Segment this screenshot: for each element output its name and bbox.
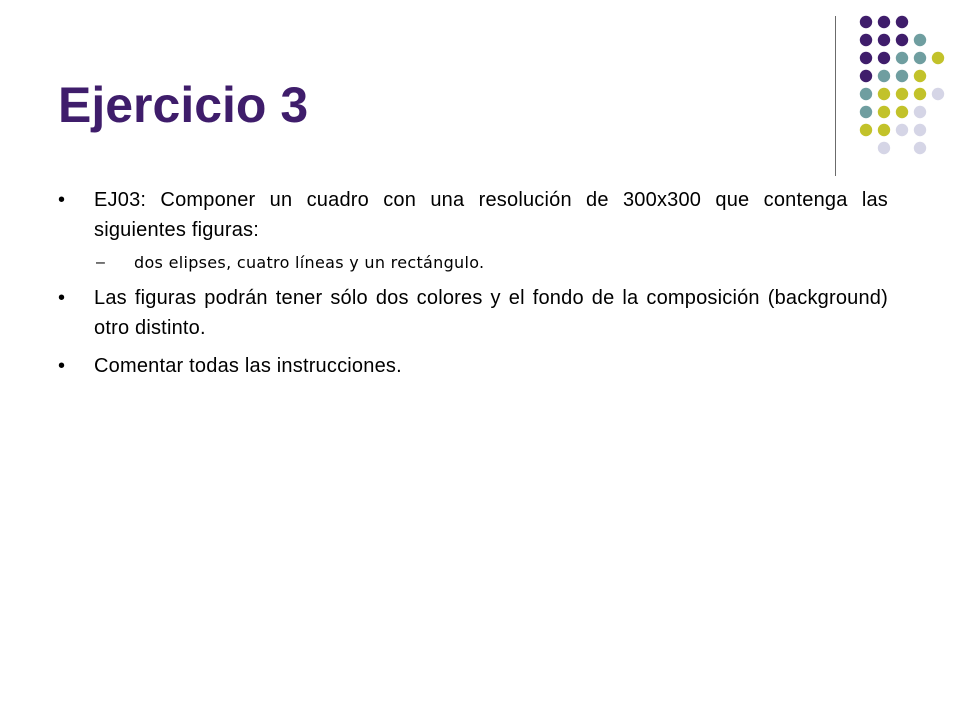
decorative-dot (878, 88, 890, 100)
decorative-dot (860, 34, 872, 46)
sub-bullet-text: dos elipses, cuatro líneas y un rectángulo. (134, 253, 485, 272)
bullet-item (58, 185, 888, 245)
decorative-dot (914, 52, 926, 64)
decorative-dot (932, 88, 944, 100)
decorative-dot (878, 124, 890, 136)
bullet-item (58, 351, 888, 381)
bullet-text: Las figuras podrán tener sólo dos colores y el fondo de la composición (background) otro distinto. (94, 287, 888, 339)
decorative-dot (914, 88, 926, 100)
decorative-dot (878, 70, 890, 82)
decorative-dot (860, 106, 872, 118)
slide-body (58, 185, 888, 381)
decorative-dot (932, 52, 944, 64)
decorative-dot (878, 106, 890, 118)
decorative-dot (878, 16, 890, 28)
decorative-dot (860, 88, 872, 100)
decorative-dot (914, 124, 926, 136)
decorative-dot (860, 70, 872, 82)
sub-bullet-marker: – (96, 254, 106, 271)
slide-title: Ejercicio 3 (58, 77, 309, 133)
decorative-dot (878, 52, 890, 64)
bullet-marker: • (58, 287, 66, 309)
decorative-dot (914, 106, 926, 118)
bullet-marker: • (58, 189, 66, 211)
decorative-dot (896, 16, 908, 28)
decorative-dot (914, 70, 926, 82)
bullet-marker: • (58, 355, 66, 377)
decorative-dot (896, 88, 908, 100)
decorative-dot (860, 16, 872, 28)
decorative-dot (896, 106, 908, 118)
decorative-dot (860, 124, 872, 136)
bullet-item (58, 283, 888, 343)
decorative-dot (896, 52, 908, 64)
decorative-dot (878, 142, 890, 154)
vertical-divider (835, 16, 836, 176)
decorative-dot (860, 52, 872, 64)
decorative-dot (896, 70, 908, 82)
decorative-dot (914, 34, 926, 46)
bullet-text: Comentar todas las instrucciones. (94, 355, 402, 377)
bullet-text: EJ03: Componer un cuadro con una resolución de 300x300 que contenga las siguientes figuras: (94, 189, 888, 241)
sub-bullet-item (58, 251, 888, 275)
decorative-dot (878, 34, 890, 46)
decorative-dot (896, 34, 908, 46)
decorative-dot (896, 124, 908, 136)
decorative-dot (914, 142, 926, 154)
